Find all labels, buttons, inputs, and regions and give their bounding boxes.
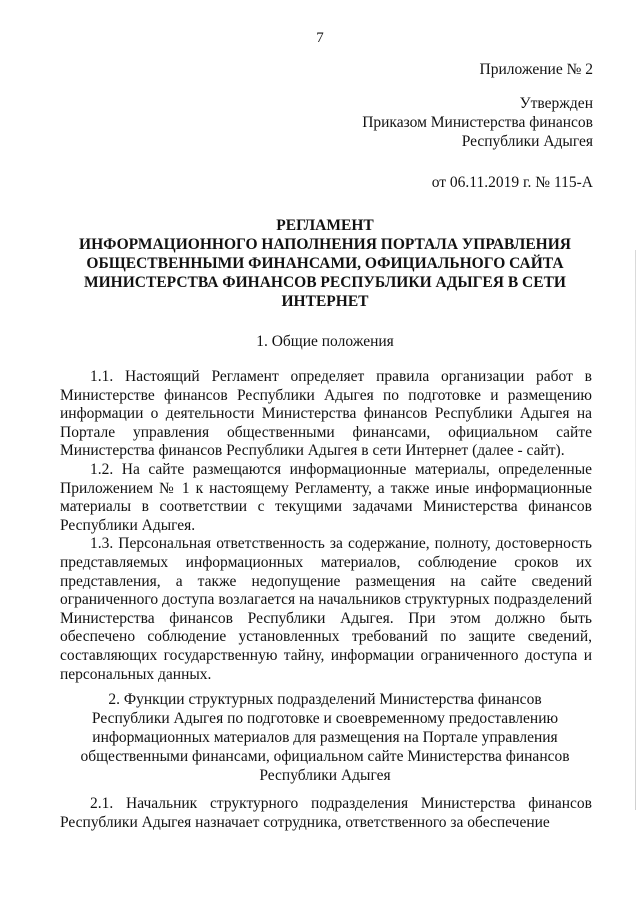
section-2-heading-line-5: Республики Адыгея: [259, 767, 391, 784]
document-title: [60, 216, 590, 311]
paragraph-1-3: 1.3. Персональная ответственность за содержание, полноту, достоверность представляемых информационных материалов, соблюдение сроков их представления, а также недопущение размещения на сайте сведений ограниченного доступа возлагается на начальников структурных подразделений Министерства финансов Республики Адыгея. При этом должно быть обеспечено соблюдение установленных требований по защите сведений, составляющих государственную тайну, информации ограниченного доступа и персональных данных.: [60, 535, 592, 683]
title-line-4: МИНИСТЕРСТВА ФИНАНСОВ РЕСПУБЛИКИ АДЫГЕЯ В СЕТИ: [84, 274, 566, 291]
paragraph-1-1: 1.1. Настоящий Регламент определяет правила организации работ в Министерстве финансов Республики Адыгея по подготовке и размещению информации о деятельности Министерства финансов Республики Адыгея на Портале управления общественными финансами, официальном сайте Министерства финансов Республики Адыгея в сети Интернет (далее - сайт).: [60, 368, 592, 460]
title-line-5: ИНТЕРНЕТ: [281, 293, 369, 310]
section-2-body: [60, 795, 592, 832]
section-2-heading-line-2: Республики Адыгея по подготовке и своевременному предоставлению: [91, 710, 559, 727]
section-2-heading-line-4: общественными финансами, официальном сайте Министерства финансов: [80, 748, 570, 765]
page-number: 7: [316, 30, 324, 46]
approval-header: [362, 60, 593, 192]
paragraph-2-1: 2.1. Начальник структурного подразделения Министерства финансов Республики Адыгея назначает сотрудника, ответственного за обеспечение: [60, 795, 592, 831]
section-2-heading-line-3: информационных материалов для размещения на Портале управления: [92, 729, 558, 746]
section-1-heading: 1. Общие положения: [256, 333, 394, 350]
section-2-heading-line-1: 2. Функции структурных подразделений Министерства финансов: [108, 691, 542, 708]
title-line-3: ОБЩЕСТВЕННЫМИ ФИНАНСАМИ, ОФИЦИАЛЬНОГО САЙТА: [86, 255, 564, 272]
title-line-1: РЕГЛАМЕНТ: [276, 217, 374, 234]
section-2-heading: [60, 690, 590, 785]
title-line-2: ИНФОРМАЦИОННОГО НАПОЛНЕНИЯ ПОРТАЛА УПРАВЛЕНИЯ: [79, 236, 571, 253]
order-line-2: Республики Адыгея: [461, 133, 593, 150]
scan-edge-line: [635, 250, 636, 810]
approved-label: Утвержден: [519, 95, 593, 112]
order-date-line: от 06.11.2019 г. № 115-А: [431, 174, 593, 191]
section-1-body: [60, 368, 592, 684]
order-line-1: Приказом Министерства финансов: [362, 114, 593, 131]
appendix-label: Приложение № 2: [479, 61, 593, 78]
paragraph-1-2: 1.2. На сайте размещаются информационные материалы, определенные Приложением № 1 к настоящему Регламенту, а также иные информационные материалы в соответствии с текущими задачами Министерства финансов Республики Адыгея.: [60, 460, 592, 534]
